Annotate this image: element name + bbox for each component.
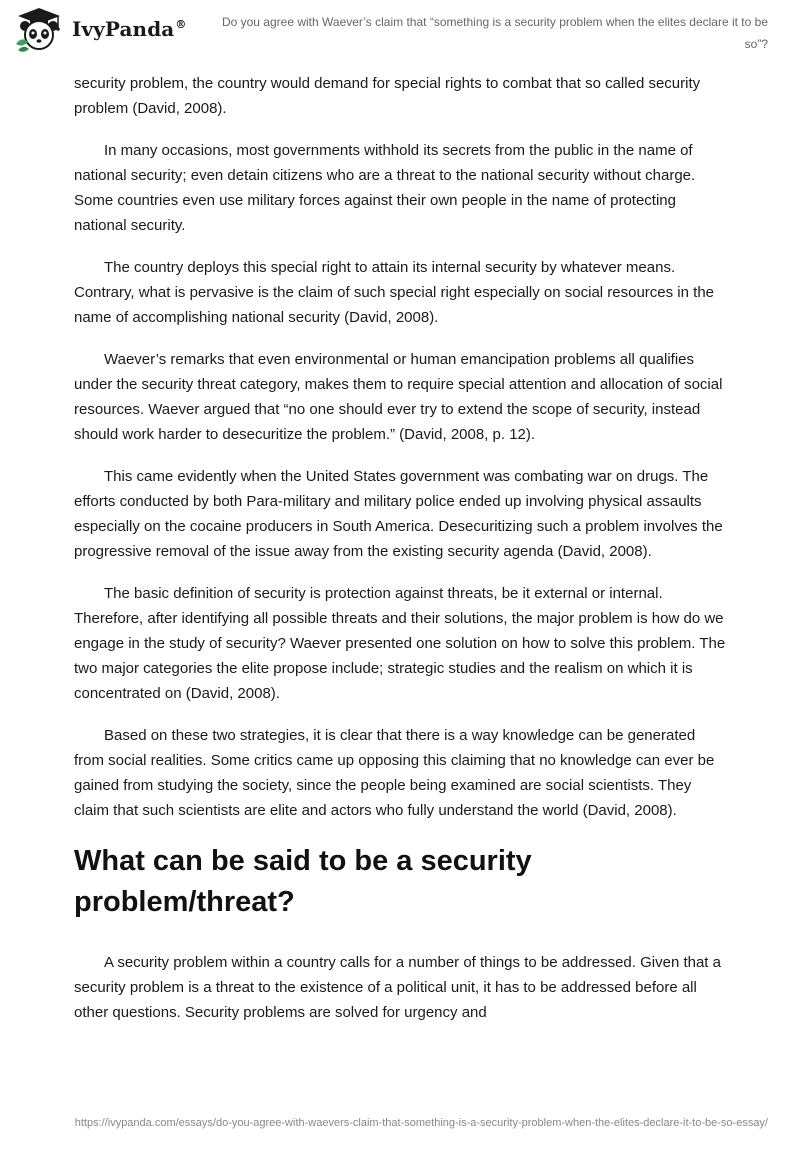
ivypanda-logo[interactable]: [14, 6, 186, 52]
paragraph: Waever’s remarks that even environmental or human emancipation problems all qualifies under the security threat category, makes them to require special attention and allocation of social resources. Waever argued that “no one should ever try to extend the scope of security, instead should work harder to desecuritize the problem.” (David, 2008, p. 12).: [74, 351, 723, 443]
panda-graduate-icon: [14, 6, 64, 52]
trademark-mark: ®: [175, 18, 187, 32]
paragraph: The basic definition of security is protection against threats, be it external or internal. Therefore, after identifying all possible threats and their solutions, the major problem is how do we engage in the study of security? Waever presented one solution on how to solve this problem. The two major categories the elite propose include; strategic studies and the realism on which it is concentrated on (David, 2008).: [74, 585, 726, 702]
page-header: [0, 0, 800, 70]
paragraph: security problem, the country would demand for special rights to combat that so called security problem (David, 2008).: [74, 75, 701, 117]
brand-text: IvyPanda: [72, 17, 175, 41]
essay-body: [74, 71, 728, 1042]
paragraph: A security problem within a country calls for a number of things to be addressed. Given that a security problem is a threat to the existence of a political unit, it has to be addressed before all other questions. Security problems are solved for urgency and: [74, 954, 721, 1021]
paragraph: Based on these two strategies, it is clear that there is a way knowledge can be generated from social realities. Some critics came up opposing this claiming that no knowledge can ever be gained from studying the society, since the people being examined are social scientists. They claim that such scientists are elite and actors who fully understand the world (David, 2008).: [74, 727, 715, 819]
paragraph: This came evidently when the United States government was combating war on drugs. The efforts conducted by both Para-military and military police ended up involving physical assaults especially on the cocaine producers in South America. Desecuritizing such a problem involves the progressive removal of the issue away from the existing security agenda (David, 2008).: [74, 468, 723, 560]
source-url[interactable]: https://ivypanda.com/essays/do-you-agree-with-waevers-claim-that-something-is-a-security-problem-when-the-elites-declare-it-to-be-so-essay/: [74, 1117, 768, 1129]
document-title: Do you agree with Waever’s claim that “something is a security problem when the elites declare it to be so”?: [221, 15, 768, 51]
section-heading: What can be said to be a security problem/threat?: [74, 845, 532, 918]
brand-name: [72, 17, 186, 41]
paragraph: The country deploys this special right to attain its internal security by whatever means. Contrary, what is pervasive is the claim of such special right especially on social resources in the name of accomplishing national security (David, 2008).: [74, 259, 715, 326]
paragraph: In many occasions, most governments withhold its secrets from the public in the name of national security; even detain citizens who are a threat to the national security without charge. Some countries even use military forces against their own people in the name of protecting national security.: [74, 142, 696, 234]
